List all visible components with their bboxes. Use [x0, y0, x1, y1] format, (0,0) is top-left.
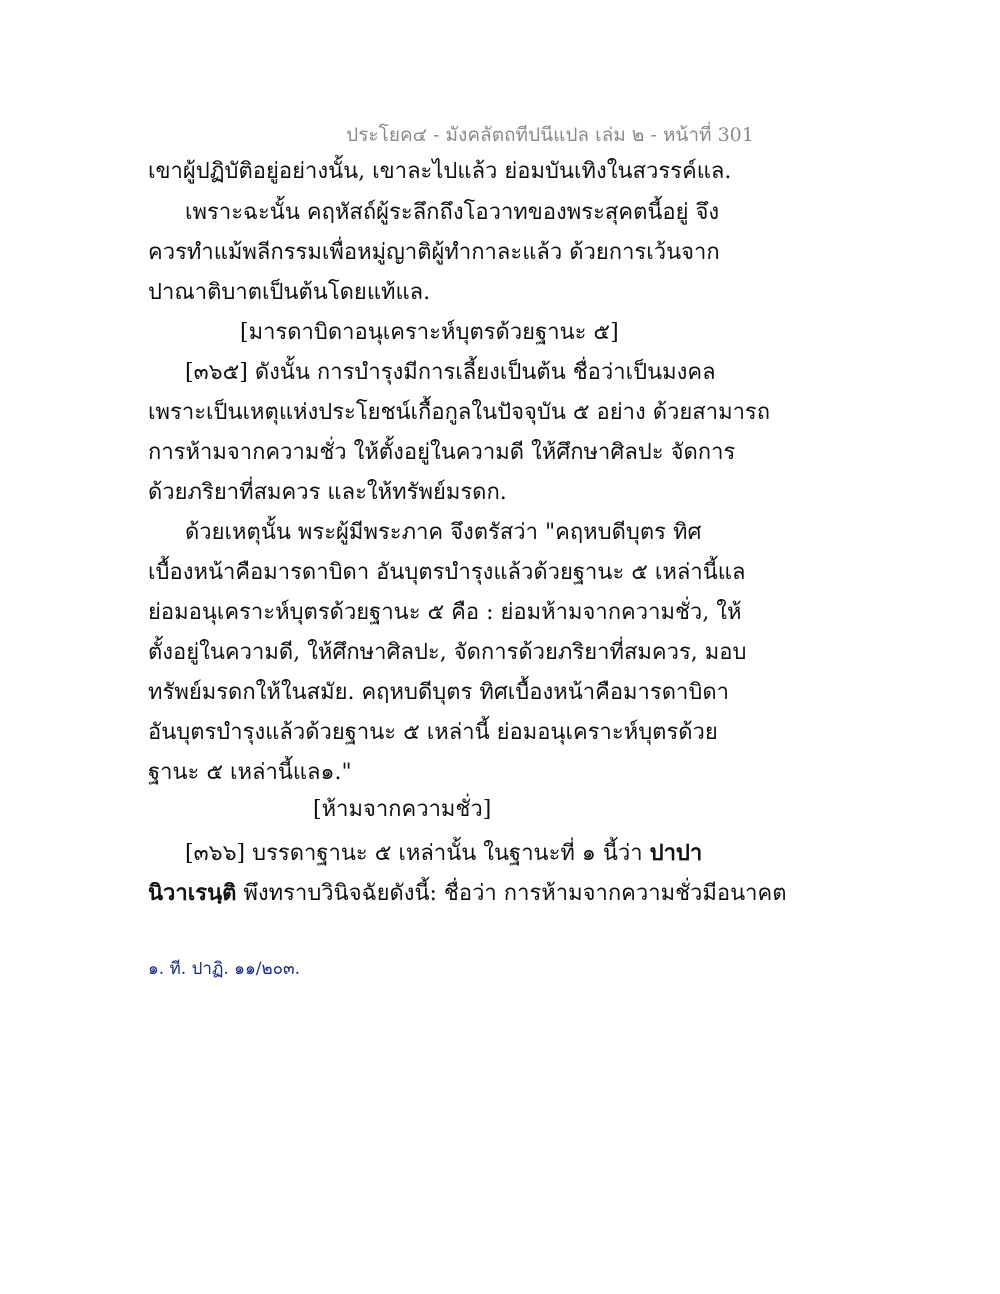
text-line-7: เพราะเป็นเหตุแห่งประโยชน์เกื้อกูลในปัจจุบัน ๕ อย่าง ด้วยสามารถ [148, 400, 771, 425]
text-line-6: [๓๖๕] ดังนั้น การบำรุงมีการเลี้ยงเป็นต้น ชื่อว่าเป็นมงคล [185, 360, 716, 385]
text-line-18 [185, 838, 702, 868]
text-line-1: เขาผู้ปฏิบัติอยู่อย่างนั้น, เขาละไปแล้ว ย่อมบันเทิงในสวรรค์แล. [148, 159, 732, 184]
text-line-12: ย่อมอนุเคราะห์บุตรด้วยฐานะ ๕ คือ : ย่อมห้ามจากความชั่ว, ให้ [148, 600, 742, 625]
text-line-19 [148, 878, 787, 908]
text-line-4: ปาณาติบาตเป็นต้นโดยแท้แล. [148, 280, 431, 305]
pali-term-part-2: นิวาเรนฺติ [148, 880, 237, 906]
text-line-10: ด้วยเหตุนั้น พระผู้มีพระภาค จึงตรัสว่า "คฤหบดีบุตร ทิศ [185, 520, 702, 545]
text-line-11: เบื้องหน้าคือมารดาบิดา อันบุตรบำรุงแล้วด้วยฐานะ ๕ เหล่านี้แล [148, 560, 746, 585]
text-line-19-rest: พึงทราบวินิจฉัยดังนี้: ชื่อว่า การห้ามจากความชั่วมีอนาคต [236, 881, 787, 906]
section-heading-1: [มารดาบิดาอนุเคราะห์บุตรด้วยฐานะ ๕] [240, 320, 619, 345]
page-header: ประโยค๔ - มังคลัตถทีปนีแปล เล่ม ๒ - หน้าที่ 301 [346, 124, 754, 146]
text-line-16: ฐานะ ๕ เหล่านี้แล๑." [148, 760, 352, 785]
footnote: ๑. ที. ปาฏิ. ๑๑/๒๐๓. [148, 959, 301, 979]
text-line-3: ควรทำแม้พลีกรรมเพื่อหมู่ญาติผู้ทำกาละแล้ว ด้วยการเว้นจาก [148, 240, 720, 265]
section-heading-2: [ห้ามจากความชั่ว] [313, 797, 492, 822]
text-line-2: เพราะฉะนั้น คฤหัสถ์ผู้ระลึกถึงโอวาทของพระสุคตนี้อยู่ จึง [185, 200, 720, 225]
text-line-14: ทรัพย์มรดกให้ในสมัย. คฤหบดีบุตร ทิศเบื้องหน้าคือมารดาบิดา [148, 680, 729, 705]
text-line-9: ด้วยภริยาที่สมควร และให้ทรัพย์มรดก. [148, 480, 507, 505]
text-line-18-lead: [๓๖๖] บรรดาฐานะ ๕ เหล่านั้น ในฐานะที่ ๑ นี้ว่า [185, 841, 650, 866]
text-line-15: อันบุตรบำรุงแล้วด้วยฐานะ ๕ เหล่านี้ ย่อมอนุเคราะห์บุตรด้วย [148, 720, 718, 745]
text-line-13: ตั้งอยู่ในความดี, ให้ศึกษาศิลปะ, จัดการด้วยภริยาที่สมควร, มอบ [148, 640, 747, 665]
pali-term-part-1: ปาปา [649, 840, 703, 866]
text-line-8: การห้ามจากความชั่ว ให้ตั้งอยู่ในความดี ให้ศึกษาศิลปะ จัดการ [148, 440, 736, 465]
